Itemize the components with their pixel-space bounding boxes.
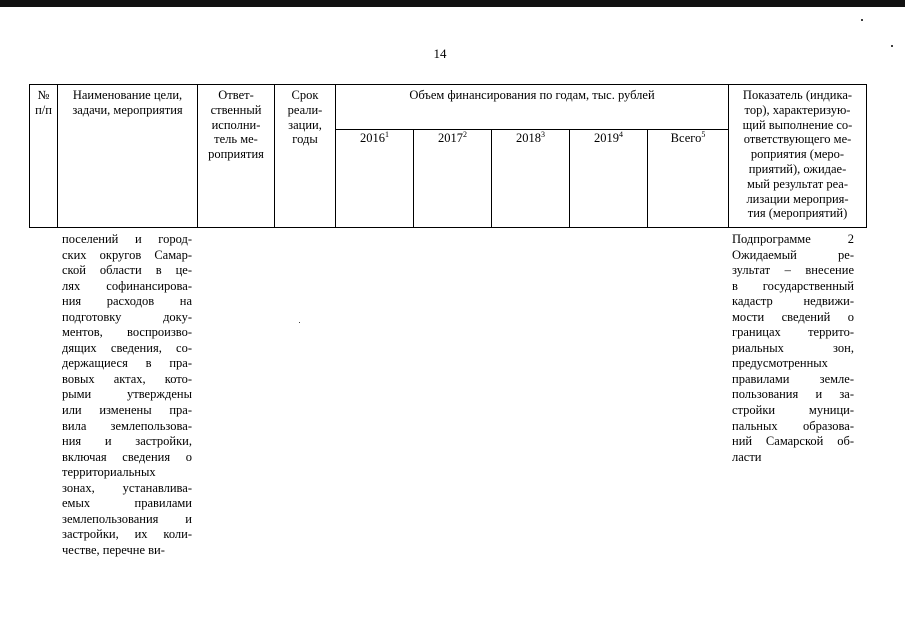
- header-year-total: [648, 130, 729, 228]
- text-line: лях софинансирова-: [62, 278, 192, 293]
- header-text-line: исполни-: [211, 117, 261, 132]
- header-text-line: №: [37, 88, 50, 102]
- header-text-line: мый результат реа-: [746, 176, 848, 191]
- text-line: подготовку доку-: [62, 309, 192, 324]
- text-line: пользования и за-: [732, 387, 854, 402]
- header-text-line: тия (мероприятий): [747, 206, 848, 221]
- text-line: пальных образова-: [732, 418, 854, 433]
- header-text-line: приятий), ожидае-: [748, 161, 847, 176]
- header-text-line: тель ме-: [214, 132, 258, 147]
- text-line: емых правилами: [62, 496, 192, 511]
- text-line: ских округов Самар-: [62, 247, 192, 262]
- year-label: 2019: [594, 131, 619, 145]
- header-col-finance: [336, 85, 729, 130]
- header-year-2017: [414, 130, 492, 228]
- page-number: 14: [433, 46, 447, 61]
- header-col-finance-text: Объем финансирования по годам, тыс. рублей: [409, 88, 655, 102]
- text-line: мости сведений о: [732, 309, 854, 324]
- text-line: предусмотренных: [732, 356, 828, 371]
- scan-speck: [891, 45, 893, 47]
- header-col-indicator: [729, 85, 867, 228]
- header-text-line: тор), характеризую-: [744, 102, 851, 117]
- header-text-line: годы: [292, 132, 318, 147]
- header-text-line: реали-: [287, 102, 323, 117]
- header-text-line: лизации мероприя-: [746, 191, 849, 206]
- text-line: включая сведения о: [62, 449, 192, 464]
- header-text-line: задачи, мероприятия: [72, 102, 183, 117]
- header-col-term-text: [275, 85, 335, 147]
- header-col-executor-text: [198, 85, 274, 162]
- year-label: 2017: [438, 131, 463, 145]
- header-text-line: роприятия (меро-: [750, 147, 845, 162]
- text-line: держащиеся в пра-: [62, 356, 192, 371]
- scan-top-border: [0, 0, 905, 7]
- text-line: Подпрограмме 2: [732, 232, 854, 246]
- text-line: зонах, устанавлива-: [62, 480, 192, 495]
- header-text-line: зации,: [288, 117, 322, 132]
- header-text-line: п/п: [35, 102, 52, 117]
- text-line: ний Самарской об-: [732, 434, 854, 449]
- footnote-mark: 1: [385, 130, 389, 139]
- text-line: правилами земле-: [732, 371, 854, 386]
- header-col-executor: [198, 85, 275, 228]
- text-line: застройки, их коли-: [62, 527, 192, 542]
- text-line: Ожидаемый ре-: [732, 247, 854, 262]
- header-text-line: роприятия: [208, 147, 264, 162]
- text-line: зультат – внесение: [732, 263, 854, 278]
- scan-speck: [861, 19, 863, 21]
- text-line: территориальных: [62, 465, 156, 480]
- table-header: [29, 84, 867, 228]
- text-line: границах террито-: [732, 325, 854, 340]
- text-line: или изменены пра-: [62, 403, 192, 418]
- header-text-line: Ответ-: [218, 88, 254, 102]
- year-label: Всего: [670, 131, 702, 145]
- header-text-line: Срок: [291, 88, 319, 102]
- text-line: ния расходов на: [62, 294, 192, 309]
- footnote-mark: 4: [619, 130, 623, 139]
- header-year-2016: [336, 130, 414, 228]
- header-text-line: ственный: [210, 102, 262, 117]
- year-label: 2018: [516, 131, 541, 145]
- text-line: стройки муници-: [732, 403, 854, 418]
- text-line: рыми утверждены: [62, 387, 192, 402]
- text-line: честве, перечне ви-: [62, 542, 165, 557]
- activity-name-text: [62, 232, 192, 558]
- footnote-mark: 5: [701, 130, 706, 139]
- text-line: дящих сведения, со-: [62, 340, 192, 355]
- header-year-2018: [492, 130, 570, 228]
- text-line: ской области в це-: [62, 263, 192, 278]
- footnote-mark: 2: [463, 130, 467, 139]
- scan-speck: [299, 322, 300, 323]
- text-line: ния и застройки,: [62, 434, 192, 449]
- header-col-number: [30, 85, 58, 228]
- text-line: кадастр недвижи-: [732, 294, 854, 309]
- text-line: риальных зон,: [732, 340, 854, 355]
- text-line: ласти: [732, 449, 762, 464]
- text-line: землепользования и: [62, 511, 192, 526]
- year-label: 2016: [360, 131, 385, 145]
- text-line: вила землепользова-: [62, 418, 192, 433]
- footnote-mark: 3: [541, 130, 545, 139]
- text-line: вовых актах, кото-: [62, 371, 192, 386]
- indicator-text: [732, 232, 854, 465]
- header-col-indicator-text: [729, 85, 866, 221]
- header-text-line: Наименование цели,: [72, 88, 183, 102]
- header-text-line: Показатель (индика-: [742, 88, 853, 102]
- text-line: ментов, воспроизво-: [62, 325, 192, 340]
- header-col-name-text: [58, 85, 197, 118]
- text-line: поселений и город-: [62, 232, 192, 246]
- header-text-line: щий выполнение со-: [742, 117, 853, 132]
- header-text-line: ответствующего ме-: [743, 132, 852, 147]
- header-col-number-text: [30, 85, 57, 118]
- header-col-term: [275, 85, 336, 228]
- header-col-name: [58, 85, 198, 228]
- text-line: в государственный: [732, 278, 854, 293]
- header-year-2019: [570, 130, 648, 228]
